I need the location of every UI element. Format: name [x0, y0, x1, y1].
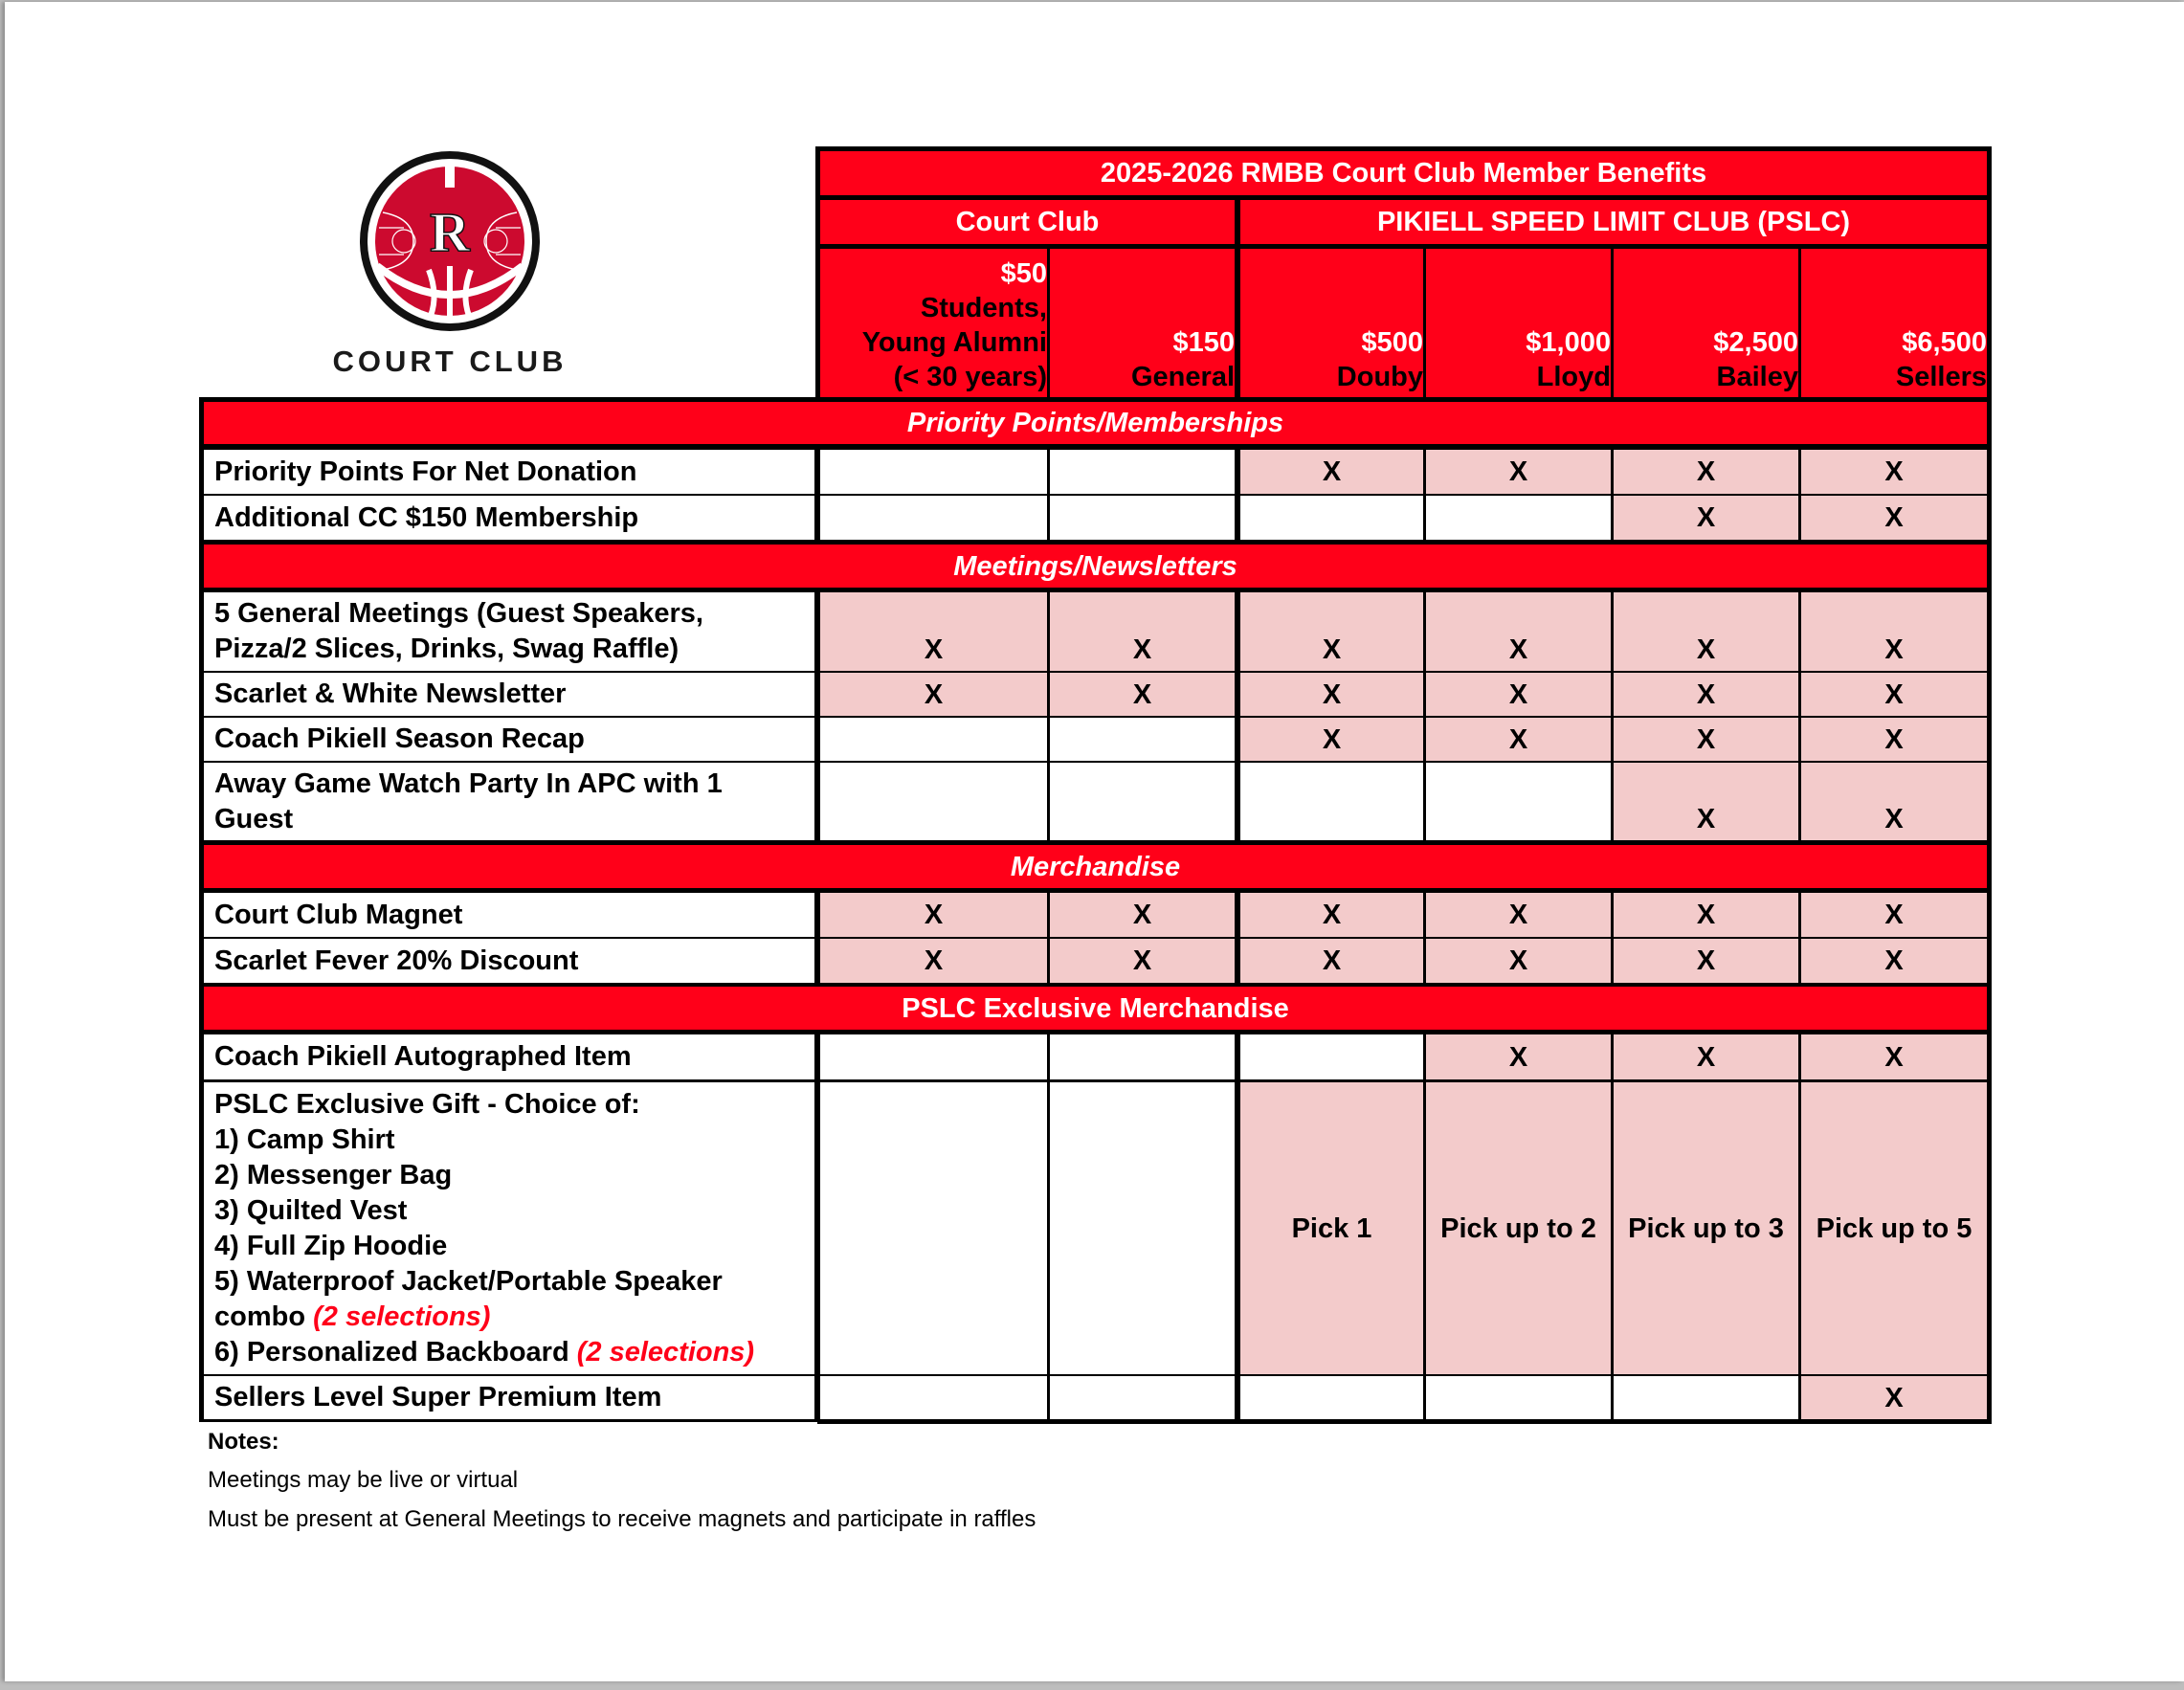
label-text: Away Game Watch Party In APC with 1	[214, 767, 723, 799]
benefit-cell-included: X	[1426, 939, 1611, 983]
benefit-label	[204, 496, 814, 540]
section-header: Merchandise	[204, 845, 1987, 888]
benefit-cell-included: X	[1050, 893, 1235, 937]
benefit-cell-included: X	[820, 893, 1047, 937]
benefit-cell-included: X	[1801, 893, 1987, 937]
benefit-label-line	[214, 1229, 814, 1264]
benefit-cell-included: X	[1240, 450, 1423, 494]
benefit-cell-included: X	[1614, 450, 1798, 494]
benefit-label-line	[214, 1158, 814, 1193]
label-text: Coach Pikiell Autographed Item	[214, 1041, 632, 1072]
label-text: 6) Personalized Backboard	[214, 1336, 569, 1368]
benefit-cell-included: X	[1801, 1376, 1987, 1419]
benefit-cell-included: X	[1426, 673, 1611, 716]
benefit-label-line	[214, 802, 814, 837]
benefit-cell-included: X	[1426, 893, 1611, 937]
benefit-cell-included: Pick up to 2	[1426, 1082, 1611, 1374]
benefit-cell-empty	[1050, 1376, 1235, 1419]
benefit-label-line	[214, 767, 814, 802]
label-text: Sellers Level Super Premium Item	[214, 1382, 662, 1412]
benefit-cell-empty	[1240, 1376, 1423, 1419]
group-pslc: PIKIELL SPEED LIMIT CLUB (PSLC)	[1240, 200, 1987, 244]
benefit-cell-empty	[1050, 1082, 1235, 1374]
logo-caption: COURT CLUB	[332, 345, 568, 378]
benefit-cell-included: Pick up to 5	[1801, 1082, 1987, 1374]
benefit-label	[204, 673, 814, 716]
benefit-cell-included: X	[820, 592, 1047, 671]
benefit-cell-empty	[1614, 1376, 1798, 1419]
benefit-label-line	[214, 1193, 814, 1229]
tier-name-line: Students,	[920, 293, 1047, 323]
benefit-cell-empty	[1240, 496, 1423, 540]
table-title: 2025-2026 RMBB Court Club Member Benefits	[820, 151, 1987, 195]
tier-header-500	[1240, 249, 1423, 398]
label-text: 5) Waterproof Jacket/Portable Speaker	[214, 1265, 723, 1297]
benefit-cell-included: Pick 1	[1240, 1082, 1423, 1374]
benefit-label	[204, 718, 814, 761]
label-text: Scarlet & White Newsletter	[214, 678, 567, 709]
benefit-label	[204, 450, 814, 494]
notes-title: Notes:	[208, 1429, 279, 1455]
tier-price: $2,500	[1713, 327, 1798, 358]
benefit-cell-included: X	[1426, 718, 1611, 761]
benefit-cell-included: X	[1614, 673, 1798, 716]
label-text: 3) Quilted Vest	[214, 1194, 408, 1226]
tier-price: $50	[1000, 258, 1047, 289]
tier-header-50	[820, 249, 1047, 398]
tier-price: $1,000	[1526, 327, 1611, 358]
benefit-cell-empty	[820, 718, 1047, 761]
benefit-cell-included: X	[1614, 496, 1798, 540]
benefit-label	[204, 1376, 814, 1419]
tier-header-2500	[1614, 249, 1798, 398]
benefit-cell-empty	[1426, 763, 1611, 840]
benefit-label-line	[214, 1264, 814, 1300]
benefit-cell-empty	[1050, 1034, 1235, 1079]
basketball-logo-icon	[354, 151, 546, 343]
benefit-cell-included: X	[1801, 1034, 1987, 1079]
group-court-club: Court Club	[820, 200, 1235, 244]
tier-name: Douby	[1336, 362, 1423, 392]
benefit-cell-included: X	[1614, 1034, 1798, 1079]
benefit-cell-empty	[820, 1082, 1047, 1374]
benefit-label-line	[214, 1123, 814, 1158]
benefit-cell-empty	[1050, 496, 1235, 540]
benefit-cell-included: X	[1240, 673, 1423, 716]
benefit-cell-empty	[1240, 763, 1423, 840]
benefit-cell-empty	[820, 496, 1047, 540]
benefit-label	[204, 1082, 814, 1374]
tier-price: $150	[1172, 327, 1235, 358]
section-header: PSLC Exclusive Merchandise	[204, 987, 1987, 1030]
tier-name: Bailey	[1716, 362, 1798, 392]
label-text: 4) Full Zip Hoodie	[214, 1230, 448, 1261]
tier-name: Lloyd	[1536, 362, 1611, 392]
benefit-cell-included: X	[1426, 1034, 1611, 1079]
benefit-cell-empty	[1426, 496, 1611, 540]
selection-note: (2 selections)	[576, 1336, 755, 1368]
benefit-cell-included: X	[1801, 496, 1987, 540]
note-line: Meetings may be live or virtual	[208, 1467, 519, 1493]
benefit-label-line	[214, 1335, 814, 1370]
tier-name: General	[1131, 362, 1235, 392]
tier-price: $500	[1361, 327, 1423, 358]
benefit-cell-included: X	[820, 673, 1047, 716]
benefit-cell-empty	[1426, 1376, 1611, 1419]
benefit-cell-empty	[1050, 450, 1235, 494]
benefit-cell-included: X	[1801, 592, 1987, 671]
benefit-cell-included: X	[1050, 673, 1235, 716]
benefit-cell-included: X	[1801, 450, 1987, 494]
benefit-cell-included: X	[820, 939, 1047, 983]
label-text: Coach Pikiell Season Recap	[214, 723, 585, 754]
label-text: PSLC Exclusive Gift - Choice of:	[214, 1088, 640, 1120]
benefit-label	[204, 893, 814, 937]
benefit-cell-included: X	[1050, 939, 1235, 983]
court-club-logo	[354, 151, 546, 343]
tier-price: $6,500	[1902, 327, 1987, 358]
benefit-cell-included: X	[1050, 592, 1235, 671]
logo-letter: R	[430, 201, 470, 263]
section-header: Meetings/Newsletters	[204, 545, 1987, 588]
benefit-cell-included: X	[1614, 592, 1798, 671]
benefit-label	[204, 763, 814, 840]
benefit-label-line	[214, 596, 814, 632]
label-text: 5 General Meetings (Guest Speakers,	[214, 598, 703, 629]
label-text: Guest	[214, 803, 294, 834]
benefit-cell-empty	[820, 763, 1047, 840]
benefit-cell-included: X	[1801, 763, 1987, 840]
benefit-cell-included: Pick up to 3	[1614, 1082, 1798, 1374]
benefit-label	[204, 592, 814, 671]
benefit-cell-included: X	[1614, 893, 1798, 937]
benefit-cell-included: X	[1240, 893, 1423, 937]
benefit-cell-included: X	[1614, 939, 1798, 983]
benefit-cell-included: X	[1240, 592, 1423, 671]
tier-name-line: Young Alumni	[861, 327, 1047, 358]
benefit-cell-included: X	[1426, 450, 1611, 494]
tier-name: Sellers	[1895, 362, 1987, 392]
label-text: Court Club Magnet	[214, 899, 463, 930]
selection-note: (2 selections)	[313, 1301, 491, 1332]
benefit-cell-empty	[820, 1376, 1047, 1419]
benefit-label-line	[214, 632, 814, 667]
benefit-cell-empty	[820, 1034, 1047, 1079]
note-line: Must be present at General Meetings to receive magnets and participate in raffles	[208, 1506, 1036, 1532]
label-text: Additional CC $150 Membership	[214, 501, 639, 533]
label-text: combo	[214, 1301, 306, 1332]
spacer	[199, 1422, 817, 1426]
tier-header-150	[1050, 249, 1235, 398]
benefit-cell-included: X	[1240, 718, 1423, 761]
benefit-cell-included: X	[1240, 939, 1423, 983]
benefit-cell-empty	[1240, 1034, 1423, 1079]
benefit-cell-empty	[820, 450, 1047, 494]
benefit-cell-included: X	[1614, 718, 1798, 761]
label-text: Priority Points For Net Donation	[214, 456, 637, 487]
benefit-cell-empty	[1050, 763, 1235, 840]
section-header: Priority Points/Memberships	[204, 402, 1987, 444]
benefit-label	[204, 939, 814, 983]
benefit-label-line	[214, 1300, 814, 1335]
tier-name-line: (< 30 years)	[893, 362, 1047, 392]
tier-header-6500	[1801, 249, 1987, 398]
benefit-cell-included: X	[1801, 673, 1987, 716]
label-text: Scarlet Fever 20% Discount	[214, 945, 579, 976]
benefit-cell-empty	[1050, 718, 1235, 761]
benefit-label	[204, 1034, 814, 1079]
benefit-label-line	[214, 1087, 814, 1123]
benefit-cell-included: X	[1426, 592, 1611, 671]
benefit-cell-included: X	[1614, 763, 1798, 840]
benefit-cell-included: X	[1801, 718, 1987, 761]
label-text: 1) Camp Shirt	[214, 1123, 395, 1155]
tier-header-1000	[1426, 249, 1611, 398]
label-text: Pizza/2 Slices, Drinks, Swag Raffle)	[214, 634, 680, 664]
label-text: 2) Messenger Bag	[214, 1159, 453, 1190]
benefit-cell-included: X	[1801, 939, 1987, 983]
